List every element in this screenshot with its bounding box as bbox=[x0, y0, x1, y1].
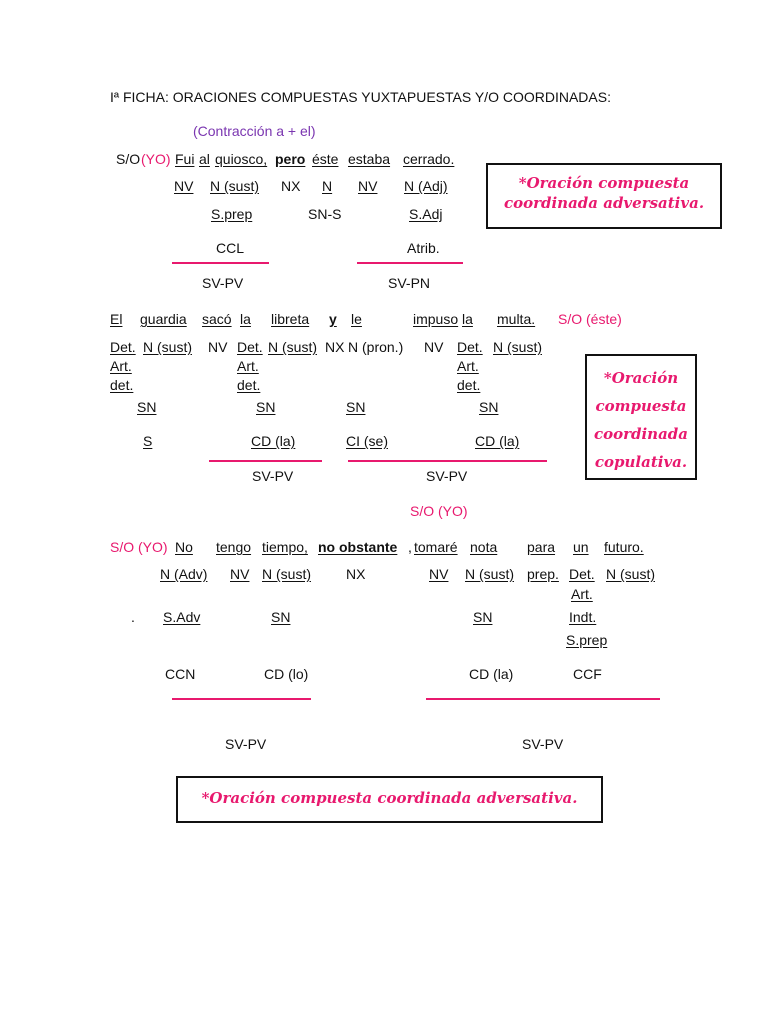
function-label: CD (la) bbox=[251, 433, 296, 449]
word: libreta bbox=[271, 311, 310, 327]
phrase-label: SN-S bbox=[308, 206, 342, 222]
category-label: Art. bbox=[457, 358, 479, 374]
category-label: Det. bbox=[457, 339, 483, 355]
phrase-label: SN bbox=[473, 609, 493, 625]
function-label: CD (la) bbox=[475, 433, 520, 449]
phrase-label: SN bbox=[137, 399, 157, 415]
underline-rule bbox=[172, 262, 269, 264]
word: éste bbox=[312, 151, 339, 167]
category-label: N (sust) bbox=[268, 339, 317, 355]
category-label: NV bbox=[174, 178, 194, 194]
category-label: Indt. bbox=[569, 609, 597, 625]
phrase-label: SN bbox=[479, 399, 499, 415]
predicate-label: SV-PV bbox=[252, 468, 294, 484]
stray-dot: . bbox=[131, 609, 135, 625]
word: impuso bbox=[413, 311, 459, 327]
category-label: N (sust) bbox=[210, 178, 259, 194]
subject-yo: (YO) bbox=[141, 151, 171, 167]
category-label: N (sust) bbox=[262, 566, 311, 582]
word: quiosco, bbox=[215, 151, 268, 167]
function-label: CI (se) bbox=[346, 433, 388, 449]
underline-rule bbox=[426, 698, 660, 700]
word: pero bbox=[275, 151, 306, 167]
function-label: CD (la) bbox=[469, 666, 514, 682]
category-label: Art. bbox=[237, 358, 259, 374]
category-label: NV bbox=[230, 566, 250, 582]
word: El bbox=[110, 311, 123, 327]
word: la bbox=[462, 311, 473, 327]
classification-box bbox=[486, 163, 722, 229]
phrase-label: S.Adv bbox=[163, 609, 201, 625]
category-label: NV bbox=[424, 339, 444, 355]
category-label: N (Adj) bbox=[404, 178, 448, 194]
category-label: prep. bbox=[527, 566, 559, 582]
word: la bbox=[240, 311, 251, 327]
word: , bbox=[408, 539, 412, 555]
word: No bbox=[175, 539, 193, 555]
underline-rule bbox=[348, 460, 547, 462]
subject-omitted-label: S/O (YO) bbox=[110, 539, 168, 555]
word: futuro. bbox=[604, 539, 644, 555]
underline-rule bbox=[172, 698, 311, 700]
word: tengo bbox=[216, 539, 252, 555]
category-label: N (pron.) bbox=[348, 339, 404, 355]
word: para bbox=[527, 539, 556, 555]
word: no obstante bbox=[318, 539, 398, 555]
word: guardia bbox=[140, 311, 187, 327]
word: tomaré bbox=[414, 539, 458, 555]
word: Fui bbox=[175, 151, 195, 167]
contraction-note: (Contracción a + el) bbox=[193, 123, 316, 139]
category-label: NV bbox=[429, 566, 449, 582]
word: tiempo, bbox=[262, 539, 308, 555]
predicate-label: SV-PV bbox=[225, 736, 267, 752]
word: cerrado. bbox=[403, 151, 455, 167]
category-label: Det. bbox=[569, 566, 595, 582]
word: nota bbox=[470, 539, 498, 555]
word: y bbox=[329, 311, 337, 327]
category-label: N (sust) bbox=[465, 566, 514, 582]
category-label: NV bbox=[208, 339, 228, 355]
category-label: N (Adv) bbox=[160, 566, 208, 582]
function-label: CCN bbox=[165, 666, 196, 682]
category-label: Art. bbox=[571, 586, 593, 602]
category-label: NX bbox=[325, 339, 345, 355]
word: multa. bbox=[497, 311, 536, 327]
category-label: N bbox=[322, 178, 333, 194]
subject-omitted-label: S/O (YO) bbox=[410, 503, 468, 519]
phrase-label: S.Adj bbox=[409, 206, 443, 222]
predicate-label: SV-PN bbox=[388, 275, 431, 291]
predicate-label: SV-PV bbox=[202, 275, 244, 291]
category-label: NX bbox=[281, 178, 301, 194]
category-label: N (sust) bbox=[143, 339, 192, 355]
phrase-label: SN bbox=[271, 609, 291, 625]
phrase-label: S.prep bbox=[566, 632, 608, 648]
category-label: Det. bbox=[237, 339, 263, 355]
classification-box bbox=[176, 776, 603, 823]
classification-box bbox=[585, 354, 697, 480]
page-title: Iª FICHA: ORACIONES COMPUESTAS YUXTAPUESTAS Y/O COORDINADAS: bbox=[110, 89, 611, 105]
predicate-label: SV-PV bbox=[426, 468, 468, 484]
classification-text: *Oración compuesta coordinada copulativa. bbox=[593, 369, 689, 471]
category-label: det. bbox=[110, 377, 134, 393]
phrase-label: SN bbox=[256, 399, 276, 415]
underline-rule bbox=[209, 460, 322, 462]
category-label: det. bbox=[237, 377, 261, 393]
category-label: NX bbox=[346, 566, 366, 582]
function-label: Atrib. bbox=[407, 240, 440, 256]
category-label: Det. bbox=[110, 339, 136, 355]
phrase-label: SN bbox=[346, 399, 366, 415]
function-label: CCF bbox=[573, 666, 602, 682]
word: un bbox=[573, 539, 589, 555]
word: estaba bbox=[348, 151, 391, 167]
underline-rule bbox=[357, 262, 463, 264]
category-label: det. bbox=[457, 377, 481, 393]
function-label: CCL bbox=[216, 240, 245, 256]
phrase-label: S.prep bbox=[211, 206, 253, 222]
subject-omitted-label: S/O (éste) bbox=[558, 311, 622, 327]
word: sacó bbox=[202, 311, 232, 327]
subject-omitted-label: S/O bbox=[116, 151, 141, 167]
function-label: CD (lo) bbox=[264, 666, 309, 682]
category-label: NV bbox=[358, 178, 378, 194]
category-label: Art. bbox=[110, 358, 132, 374]
function-label: S bbox=[143, 433, 153, 449]
classification-text: *Oración compuesta coordinada adversativa. bbox=[201, 789, 578, 807]
category-label: N (sust) bbox=[493, 339, 542, 355]
category-label: N (sust) bbox=[606, 566, 655, 582]
predicate-label: SV-PV bbox=[522, 736, 564, 752]
word: al bbox=[199, 151, 210, 167]
word: le bbox=[351, 311, 362, 327]
classification-text: *Oración compuesta coordinada adversativa. bbox=[503, 174, 705, 212]
